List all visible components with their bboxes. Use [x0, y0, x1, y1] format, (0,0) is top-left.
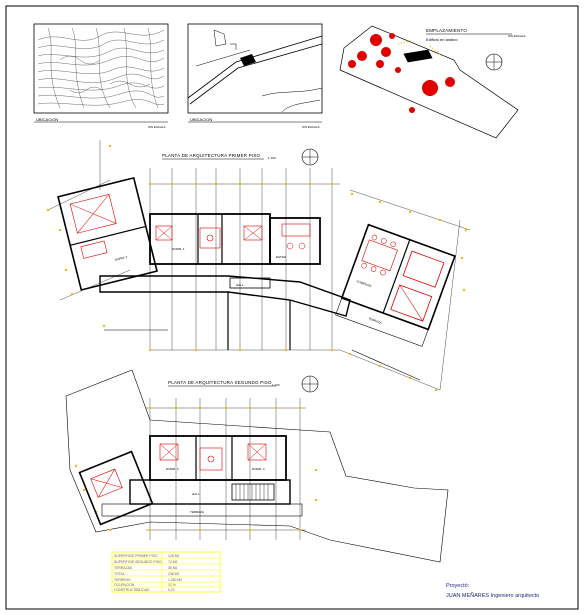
- site-north-arrow: [486, 54, 502, 70]
- site-plan-title: EMPLAZAMIENTO: [426, 28, 468, 33]
- legend-table: [112, 552, 220, 592]
- project-author: JUAN MEÑARES Ingeniero arquitecto: [446, 593, 540, 599]
- legend-row-3-label: TERRAZAS: [114, 566, 133, 570]
- location-map: [34, 24, 168, 129]
- legend-row-2-value: 74 M2: [168, 560, 178, 564]
- legend-row-4-label: TOTAL: [114, 572, 125, 576]
- room-label-dorm-1: DORM. 1: [172, 247, 185, 251]
- first-floor-grid-dots: [47, 145, 467, 391]
- legend-row-2-label: SUPERFICIE SEGUNDO PISO: [114, 560, 162, 564]
- room-label-terraza-first: TERRAZA: [367, 316, 383, 325]
- first-floor-plan: [47, 140, 470, 391]
- access-map-label: UBICACION: [190, 117, 213, 122]
- project-title-block: [446, 583, 539, 599]
- legend-row-4-value: 238 M2: [168, 572, 180, 576]
- second-floor-north-arrow: [302, 376, 318, 392]
- site-trees: [348, 33, 455, 113]
- legend-row-5-value: 1.050 M2: [168, 578, 183, 582]
- legend-row-6-label: OCUPACION: [114, 583, 135, 587]
- room-label-dorm-4: DORM. 4: [252, 467, 265, 471]
- legend-row-7-label: CONSTRUCTIBILIDAD: [114, 588, 150, 592]
- legend-row-5-label: TERRENO: [114, 578, 131, 582]
- site-plan: [340, 26, 526, 138]
- room-label-terraza-second: TERRAZA: [190, 510, 205, 514]
- access-map-scale: SIN ESCALA: [302, 125, 320, 129]
- first-floor-title: PLANTA DE ARQUITECTURA PRIMER PISO: [162, 153, 261, 158]
- legend-row-6-value: 12 %: [168, 583, 176, 587]
- first-floor-scale: 1:100: [268, 156, 276, 160]
- legend-row-3-value: 36 M2: [168, 566, 178, 570]
- access-map: [188, 24, 322, 129]
- second-floor-scale: 1:100: [272, 383, 280, 387]
- project-label: Proyectó:: [446, 583, 470, 589]
- second-floor-plan: [66, 370, 448, 562]
- room-label-dorm-3: DORM. 3: [166, 467, 179, 471]
- site-plan-subtitle: Edificio en andino: [426, 37, 458, 42]
- legend-row-1-value: 128 M2: [168, 554, 180, 558]
- first-floor-north-arrow: [302, 149, 318, 165]
- legend-row-1-label: SUPERFICIE PRIMER PISO: [114, 554, 158, 558]
- room-label-hall: HALL: [236, 283, 244, 287]
- location-map-scale: SIN ESCALA: [148, 125, 166, 129]
- legend-row-7-value: 0,22: [168, 588, 175, 592]
- site-plan-scale: SIN ESCALA: [508, 34, 526, 38]
- room-label-hall-second: HALL: [192, 492, 200, 496]
- location-map-label: UBICACION: [36, 117, 59, 122]
- second-floor-title: PLANTA DE ARQUITECTURA SEGUNDO PISO: [168, 380, 272, 385]
- room-label-estar: ESTAR: [276, 255, 286, 259]
- room-label-comedor: COMEDOR: [355, 279, 372, 289]
- room-label-dorm-2: DORM. 2: [114, 254, 128, 262]
